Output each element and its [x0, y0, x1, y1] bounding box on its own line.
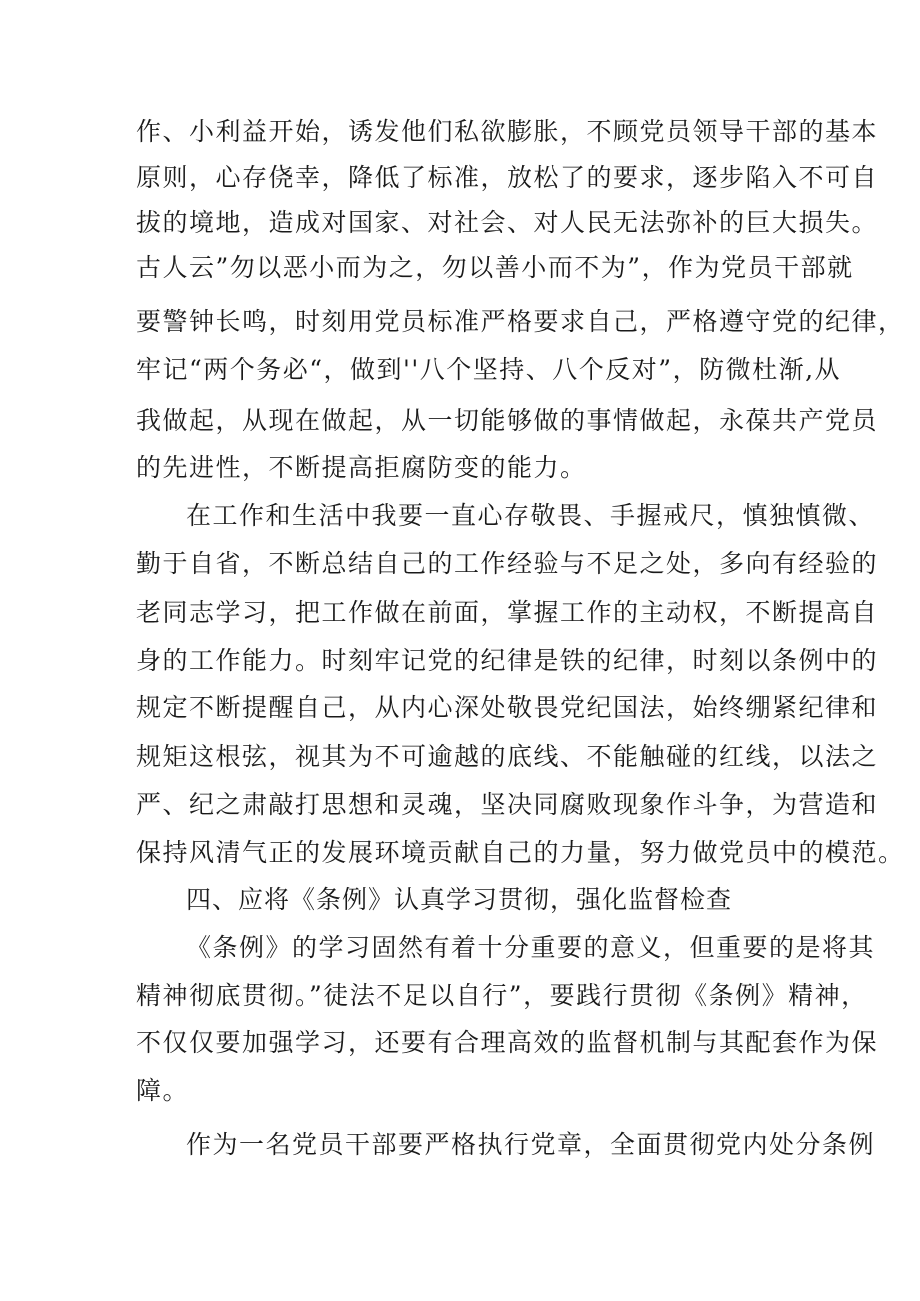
section-heading: 四、应将《条例》认真学习贯彻，强化监督检查	[186, 885, 733, 914]
body-text-line: 勤于自省，不断总结自己的工作经验与不足之处，多向有经验的	[136, 549, 879, 578]
body-text-line: 规定不断提醒自己，从内心深处敬畏党纪国法，始终绷紧纪律和	[136, 693, 879, 722]
body-text-line: 的先进性，不断提高拒腐防变的能力。	[136, 453, 587, 482]
body-text-line: 牢记“两个务必“，做到''八个坚持、八个反对”，防微杜渐,从	[136, 355, 842, 384]
body-text-line: 保持风清气正的发展环境贡献自己的力量，努力做党员中的模范。	[136, 838, 905, 867]
paragraph-first-line: 《条例》的学习固然有着十分重要的意义，但重要的是将其	[186, 933, 876, 962]
body-text-line: 老同志学习，把工作做在前面，掌握工作的主动权，不断提高自	[136, 598, 879, 627]
body-text-line: 规矩这根弦，视其为不可逾越的底线、不能触碰的红线，以法之	[136, 742, 879, 771]
body-text-line: 不仅仅要加强学习，还要有合理高效的监督机制与其配套作为保	[136, 1028, 879, 1057]
body-text-line: 严、纪之肃敲打思想和灵魂，坚决同腐败现象作斗争，为营造和	[136, 790, 879, 819]
body-text-line: 障。	[136, 1076, 190, 1105]
paragraph-first-line: 作为一名党员干部要严格执行党章，全面贯彻党内处分条例	[186, 1130, 876, 1159]
body-text-line: 原则，心存侥幸，降低了标准，放松了的要求，逐步陷入不可自	[136, 163, 879, 192]
body-text-line: 拔的境地，造成对国家、对社会、对人民无法弥补的巨大损失。	[136, 208, 879, 237]
body-text-line: 精神彻底贯彻。”徒法不足以自行”，要践行贯彻《条例》精神，	[136, 981, 868, 1010]
body-text-line: 要警钟长鸣，时刻用党员标准严格要求自己，严格遵守党的纪律，	[136, 307, 905, 336]
body-text-line: 身的工作能力。时刻牢记党的纪律是铁的纪律，时刻以条例中的	[136, 646, 879, 675]
body-text-line: 古人云”勿以恶小而为之，勿以善小而不为”，作为党员干部就	[136, 253, 854, 282]
body-text-line: 我做起，从现在做起，从一切能够做的事情做起，永葆共产党员	[136, 406, 879, 435]
paragraph-first-line: 在工作和生活中我要一直心存敬畏、手握戒尺，慎独慎微、	[186, 501, 876, 530]
body-text-line: 作、小利益开始，诱发他们私欲膨胀，不顾党员领导干部的基本	[136, 117, 879, 146]
